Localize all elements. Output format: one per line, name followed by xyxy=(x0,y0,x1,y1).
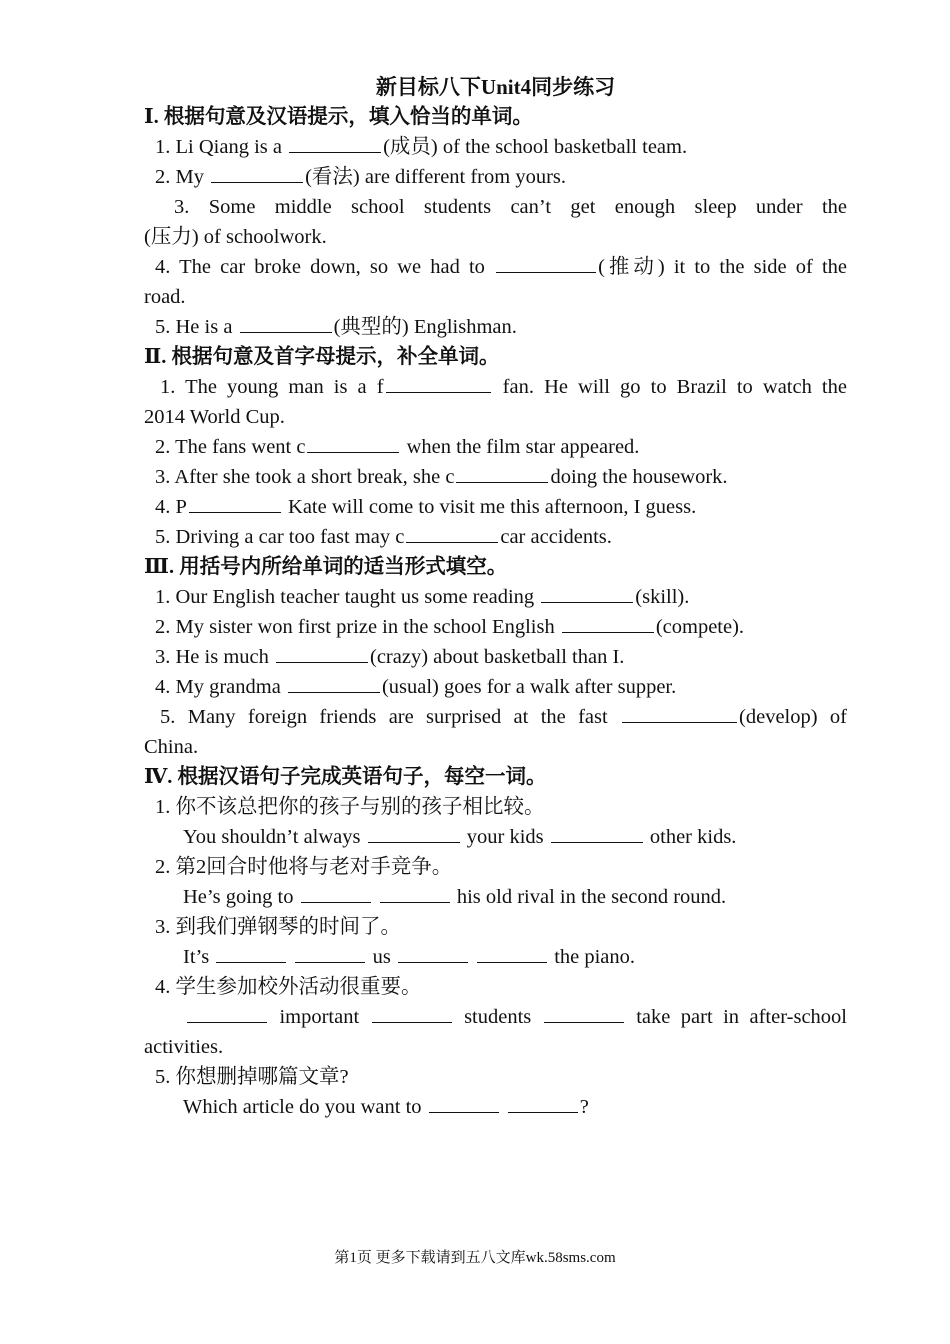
s2-question-1-cont: 2014 World Cup. xyxy=(144,406,285,428)
s4-question-3: It’s us the piano. xyxy=(144,942,847,972)
answer-blank[interactable] xyxy=(368,822,460,843)
s4-question-4-cont: activities. xyxy=(144,1036,224,1058)
s2-question-1: 1. The young man is a f fan. He will go to Brazil to watch the xyxy=(144,372,847,402)
answer-blank[interactable] xyxy=(562,612,654,633)
answer-blank[interactable] xyxy=(477,942,547,963)
s2-question-4: 4. P Kate will come to visit me this afternoon, I guess. xyxy=(144,492,847,522)
answer-blank[interactable] xyxy=(456,462,548,483)
answer-blank[interactable] xyxy=(301,882,371,903)
answer-blank[interactable] xyxy=(398,942,468,963)
page-title: 新目标八下Unit4同步练习 xyxy=(375,75,616,99)
s4-question-1: You shouldn’t always your kids other kids. xyxy=(144,822,847,852)
s4-question-5-cn: 5. 你想删掉哪篇文章? xyxy=(155,1066,349,1088)
worksheet xyxy=(144,72,847,1122)
s2-question-5: 5. Driving a car too fast may c car accidents. xyxy=(144,522,847,552)
s3-question-5-cont: China. xyxy=(144,736,199,758)
answer-blank[interactable] xyxy=(372,1002,452,1023)
answer-blank[interactable] xyxy=(544,1002,624,1023)
s3-question-3: 3. He is much (crazy) about basketball than I. xyxy=(144,642,847,672)
answer-blank[interactable] xyxy=(406,522,498,543)
answer-blank[interactable] xyxy=(289,132,381,153)
answer-blank[interactable] xyxy=(187,1002,267,1023)
section-2-heading: Ⅱ. 根据句意及首字母提示，补全单词。 xyxy=(144,346,500,368)
s3-question-1: 1. Our English teacher taught us some reading (skill). xyxy=(144,582,847,612)
answer-blank[interactable] xyxy=(295,942,365,963)
s4-question-1-cn: 1. 你不该总把你的孩子与别的孩子相比较。 xyxy=(155,796,545,818)
answer-blank[interactable] xyxy=(429,1092,499,1113)
answer-blank[interactable] xyxy=(551,822,643,843)
answer-blank[interactable] xyxy=(622,702,737,723)
section-4-heading: Ⅳ. 根据汉语句子完成英语句子，每空一词。 xyxy=(144,766,547,788)
answer-blank[interactable] xyxy=(508,1092,578,1113)
s4-question-3-cn: 3. 到我们弹钢琴的时间了。 xyxy=(155,916,401,938)
s1-question-4-cont: road. xyxy=(144,286,186,308)
answer-blank[interactable] xyxy=(288,672,380,693)
s1-question-3-cont: (压力) of schoolwork. xyxy=(144,226,327,248)
s2-question-3: 3. After she took a short break, she c doing the housework. xyxy=(144,462,847,492)
answer-blank[interactable] xyxy=(496,252,596,273)
s3-question-2: 2. My sister won first prize in the school English (compete). xyxy=(144,612,847,642)
s2-question-2: 2. The fans went c when the film star appeared. xyxy=(144,432,847,462)
answer-blank[interactable] xyxy=(276,642,368,663)
answer-blank[interactable] xyxy=(189,492,281,513)
s4-question-5: Which article do you want to ? xyxy=(144,1092,847,1122)
s1-question-3: 3. Some middle school students can’t get enough sleep under the xyxy=(174,196,847,218)
page-footer: 第1页 更多下载请到五八文库wk.58sms.com xyxy=(334,1250,616,1266)
answer-blank[interactable] xyxy=(216,942,286,963)
s3-question-4: 4. My grandma (usual) goes for a walk after supper. xyxy=(144,672,847,702)
answer-blank[interactable] xyxy=(307,432,399,453)
s3-question-5: 5. Many foreign friends are surprised at the fast (develop) of xyxy=(144,702,847,732)
s4-question-2-cn: 2. 第2回合时他将与老对手竞争。 xyxy=(155,856,453,878)
s4-question-4-cn: 4. 学生参加校外活动很重要。 xyxy=(155,976,422,998)
s1-question-1: 1. Li Qiang is a (成员) of the school basketball team. xyxy=(144,132,847,162)
answer-blank[interactable] xyxy=(240,312,332,333)
s1-question-2: 2. My (看法) are different from yours. xyxy=(144,162,847,192)
s1-question-5: 5. He is a (典型的) Englishman. xyxy=(144,312,847,342)
answer-blank[interactable] xyxy=(386,372,491,393)
s4-question-2: He’s going to his old rival in the second round. xyxy=(144,882,847,912)
answer-blank[interactable] xyxy=(541,582,633,603)
answer-blank[interactable] xyxy=(211,162,303,183)
section-1-heading: Ⅰ. 根据句意及汉语提示，填入恰当的单词。 xyxy=(144,106,533,128)
s1-question-4: 4. The car broke down, so we had to (推动) it to the side of the xyxy=(144,252,847,282)
section-3-heading: Ⅲ. 用括号内所给单词的适当形式填空。 xyxy=(144,556,508,578)
answer-blank[interactable] xyxy=(380,882,450,903)
s4-question-4: important students take part in after-school xyxy=(144,1002,847,1032)
